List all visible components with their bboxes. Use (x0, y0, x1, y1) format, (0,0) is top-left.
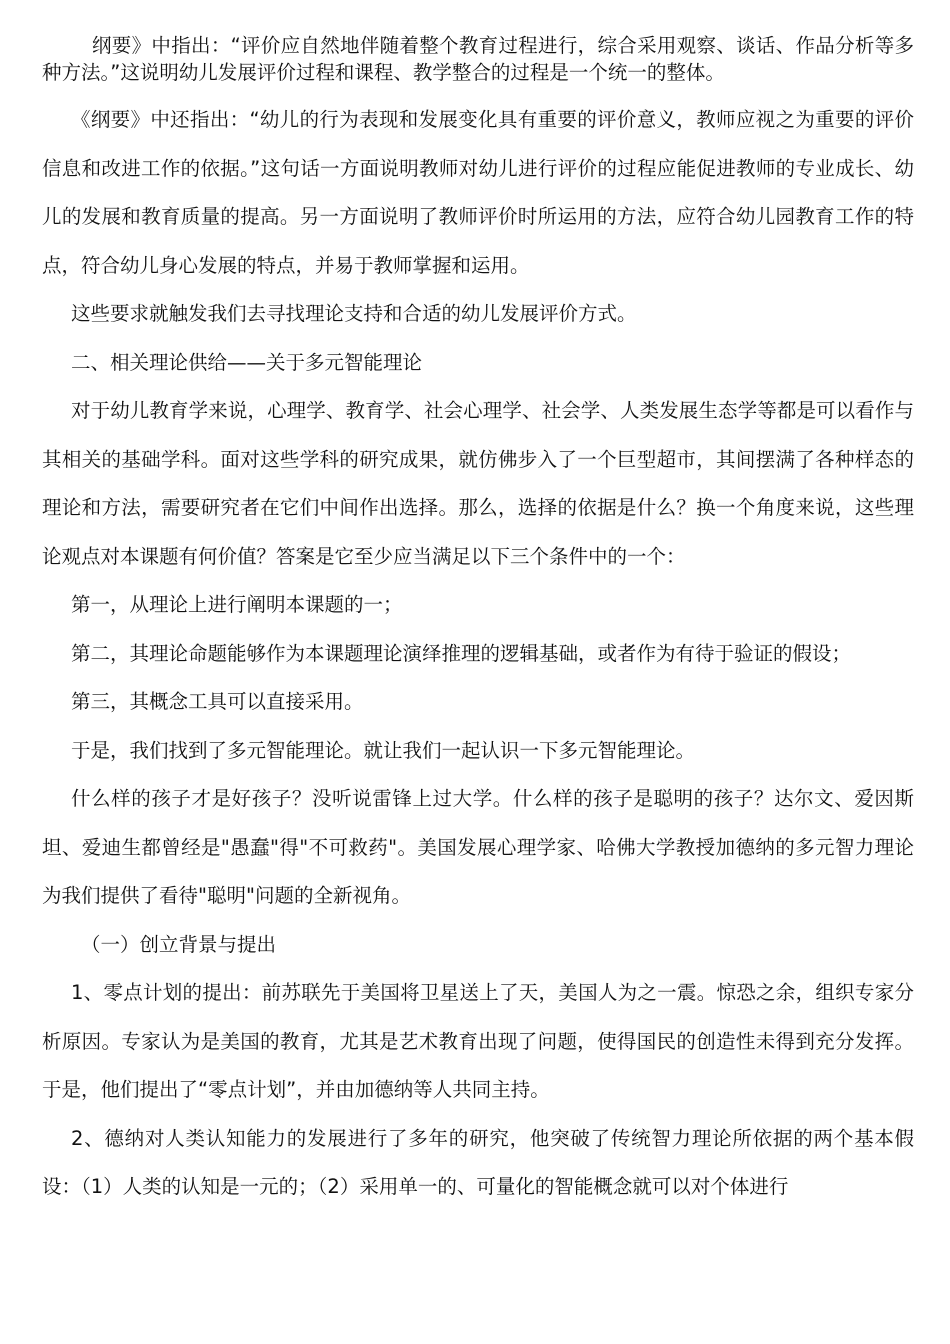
paragraph-disciplines: 对于幼儿教育学来说，心理学、教育学、社会心理学、社会学、人类发展生态学等都是可以看作与其相关的基础学科。面对这些学科的研究成果，就仿佛步入了一个巨型超市，其间摆满了各种样态的理论和方法，需要研究者在它们中间作出选择。那么，选择的依据是什么？换一个角度来说，这些理论观点对本课题有何价值？答案是它至少应当满足以下三个条件中的一个： (42, 399, 914, 568)
paragraph-gardner-research: 2、德纳对人类认知能力的发展进行了多年的研究，他突破了传统智力理论所依据的两个基本假设：（1）人类的认知是一元的；（2）采用单一的、可量化的智能概念就可以对个体进行 (42, 1126, 914, 1198)
list-item-third: 第三，其概念工具可以直接采用。 (71, 690, 364, 713)
paragraph-found-theory: 于是，我们找到了多元智能理论。就让我们一起认识一下多元智能理论。 (71, 738, 696, 762)
paragraph-continuation: 纲要》中指出：“评价应自然地伴随着整个教育过程进行，综合采用观察、谈话、作品分析等多种方法。”这说明幼儿发展评价过程和课程、教学整合的过程是一个统一的整体。 (42, 34, 914, 84)
paragraph-gangyao-quote: 《纲要》中还指出：“幼儿的行为表现和发展变化具有重要的评价意义，教师应视之为重要的评价信息和改进工作的依据。”这句话一方面说明教师对幼儿进行评价的过程应能促进教师的专业成长、幼儿的发展和教育质量的提高。另一方面说明了教师评价时所运用的方法，应符合幼儿园教育工作的特点，符合幼儿身心发展的特点，并易于教师掌握和运用。 (42, 108, 914, 277)
paragraph-requirements: 这些要求就触发我们去寻找理论支持和合适的幼儿发展评价方式。 (71, 302, 637, 325)
section-heading-theory: 二、相关理论供给——关于多元智能理论 (71, 350, 423, 374)
list-item-first: 第一，从理论上进行阐明本课题的一； (71, 593, 403, 616)
body-text (42, 96, 914, 1212)
list-item-second: 第二，其理论命题能够作为本课题理论演绎推理的逻辑基础，或者作为有待于验证的假设； (71, 641, 852, 665)
sub-heading-background: （一）创立背景与提出 (81, 932, 277, 956)
paragraph-zero-project: 1、零点计划的提出：前苏联先于美国将卫星送上了天，美国人为之一震。惊恐之余，组织专家分析原因。专家认为是美国的教育，尤其是艺术教育出现了问题，使得国民的创造性未得到充分发挥。于是，他们提出了“零点计划”，并由加德纳等人共同主持。 (42, 981, 914, 1101)
paragraph-good-child: 什么样的孩子才是好孩子？没听说雷锋上过大学。什么样的孩子是聪明的孩子？达尔文、爱因斯坦、爱迪生都曾经是"愚蠢"得"不可救药"。美国发展心理学家、哈佛大学教授加德纳的多元智力理论为我们提供了看待"聪明"问题的全新视角。 (42, 787, 914, 907)
